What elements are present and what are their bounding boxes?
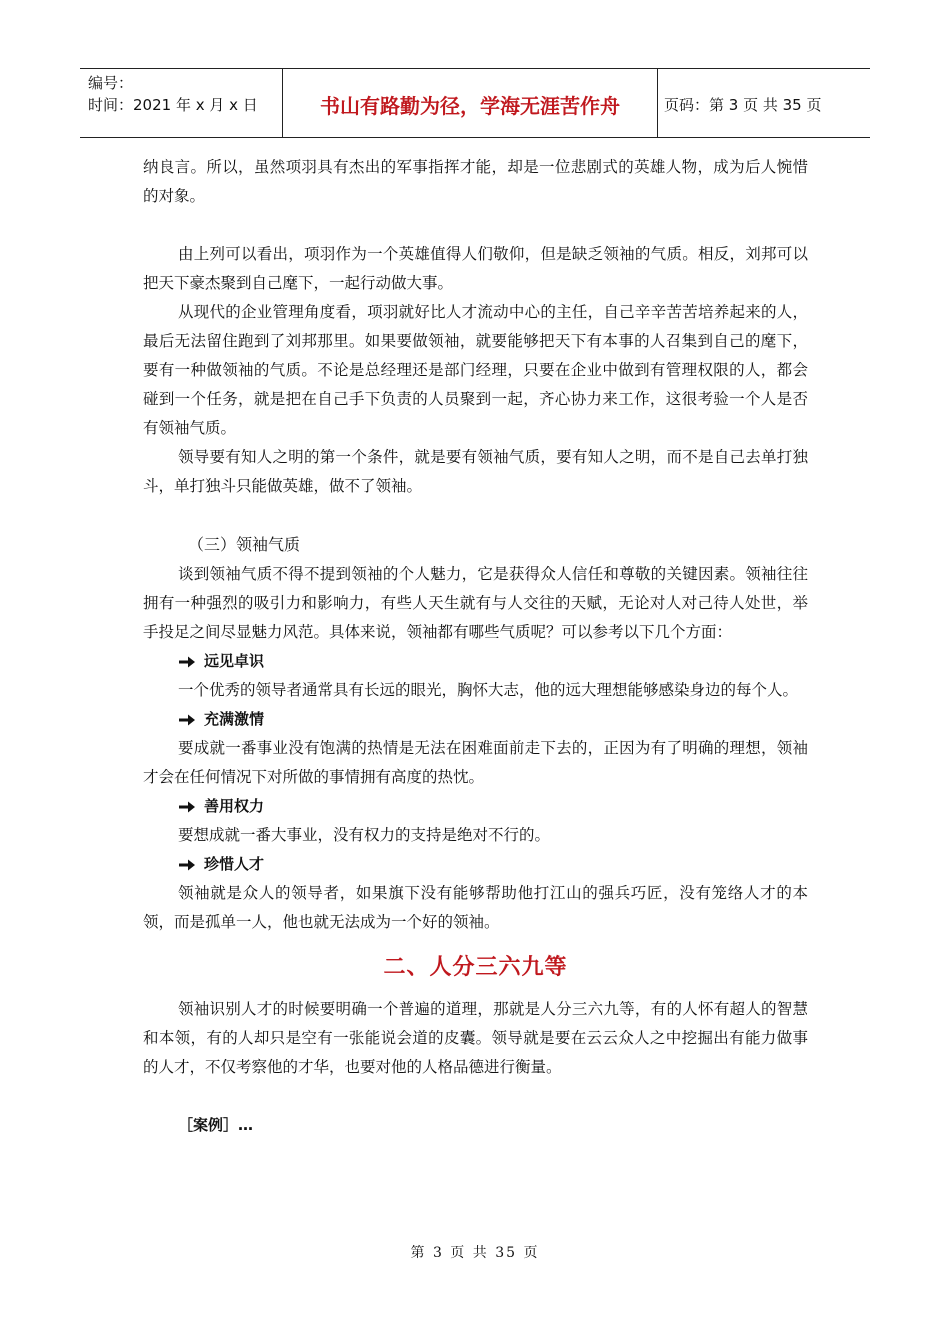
bullet-text: 要成就一番事业没有饱满的热情是无法在困难面前走下去的，正因为有了明确的理想，领袖才会在任何情况下对所做的事情拥有高度的热忱。 [143,739,808,786]
bullet-title: 远见卓识 [204,652,265,670]
bullet-text: 领袖就是众人的领导者，如果旗下没有能够帮助他打江山的强兵巧匠，没有笼络人才的本领，而是孤单一人，他也就无法成为一个好的领袖。 [143,884,808,931]
page-header [80,68,870,138]
paragraph: 领袖识别人才的时候要明确一个普遍的道理，那就是人分三六九等，有的人怀有超人的智慧和本领，有的人却只是空有一张能说会道的皮囊。领导就是要在云云众人之中挖掘出有能力做事的人才，不仅考察他的才华，也要对他的人格品德进行衡量。 [143,1000,808,1076]
document-number-label: 编号： [88,74,134,92]
bullet-heading [143,705,808,734]
subsection-heading: （三）领袖气质 [188,535,301,554]
paragraph: 纳良言。所以，虽然项羽具有杰出的军事指挥才能，却是一位悲剧式的英雄人物，成为后人惋惜的对象。 [143,158,808,205]
arrow-right-icon [178,713,196,727]
header-motto: 书山有路勤为径，学海无涯苦作舟 [283,69,658,137]
paragraph: 领导要有知人之明的第一个条件，就是要有领袖气质，要有知人之明，而不是自己去单打独斗，单打独斗只能做英雄，做不了领袖。 [143,448,808,495]
document-date: 时间：2021 年 x 月 x 日 [88,96,258,114]
bullet-heading [143,647,808,676]
bullet-heading [143,792,808,821]
bullet-heading [143,850,808,879]
case-label: ［案例］… [178,1116,254,1134]
bullet-text: 要想成就一番大事业，没有权力的支持是绝对不行的。 [178,826,551,844]
paragraph: 从现代的企业管理角度看，项羽就好比人才流动中心的主任，自己辛辛苦苦培养起来的人，最后无法留住跑到了刘邦那里。如果要做领袖，就要能够把天下有本事的人召集到自己的麾下，要有一种做领袖的气质。不论是总经理还是部门经理，只要在企业中做到有管理权限的人，都会碰到一个任务，就是把在自己手下负责的人员聚到一起，齐心协力来工作，这很考验一个人是否有领袖气质。 [143,303,808,437]
arrow-right-icon [178,655,196,669]
header-meta [80,69,283,137]
bullet-title: 珍惜人才 [204,855,265,873]
header-page-number: 页码：第 3 页 共 35 页 [664,95,822,114]
bullet-text: 一个优秀的领导者通常具有长远的眼光，胸怀大志，他的远大理想能够感染身边的每个人。 [178,681,799,699]
section-title: 二、人分三六九等 [383,955,568,980]
arrow-right-icon [178,858,196,872]
paragraph: 谈到领袖气质不得不提到领袖的个人魅力，它是获得众人信任和尊敬的关键因素。领袖往往拥有一种强烈的吸引力和影响力，有些人天生就有与人交往的天赋，无论对人对己待人处世，举手投足之间尽显魅力风范。具体来说，领袖都有哪些气质呢？可以参考以下几个方面： [143,565,808,641]
paragraph: 由上列可以看出，项羽作为一个英雄值得人们敬仰，但是缺乏领袖的气质。相反，刘邦可以把天下豪杰聚到自己麾下，一起行动做大事。 [143,245,808,292]
page-footer: 第 3 页 共 35 页 [410,1245,540,1261]
arrow-right-icon [178,800,196,814]
bullet-title: 充满激情 [204,710,265,728]
bullet-title: 善用权力 [204,797,265,815]
document-body [143,153,808,1140]
